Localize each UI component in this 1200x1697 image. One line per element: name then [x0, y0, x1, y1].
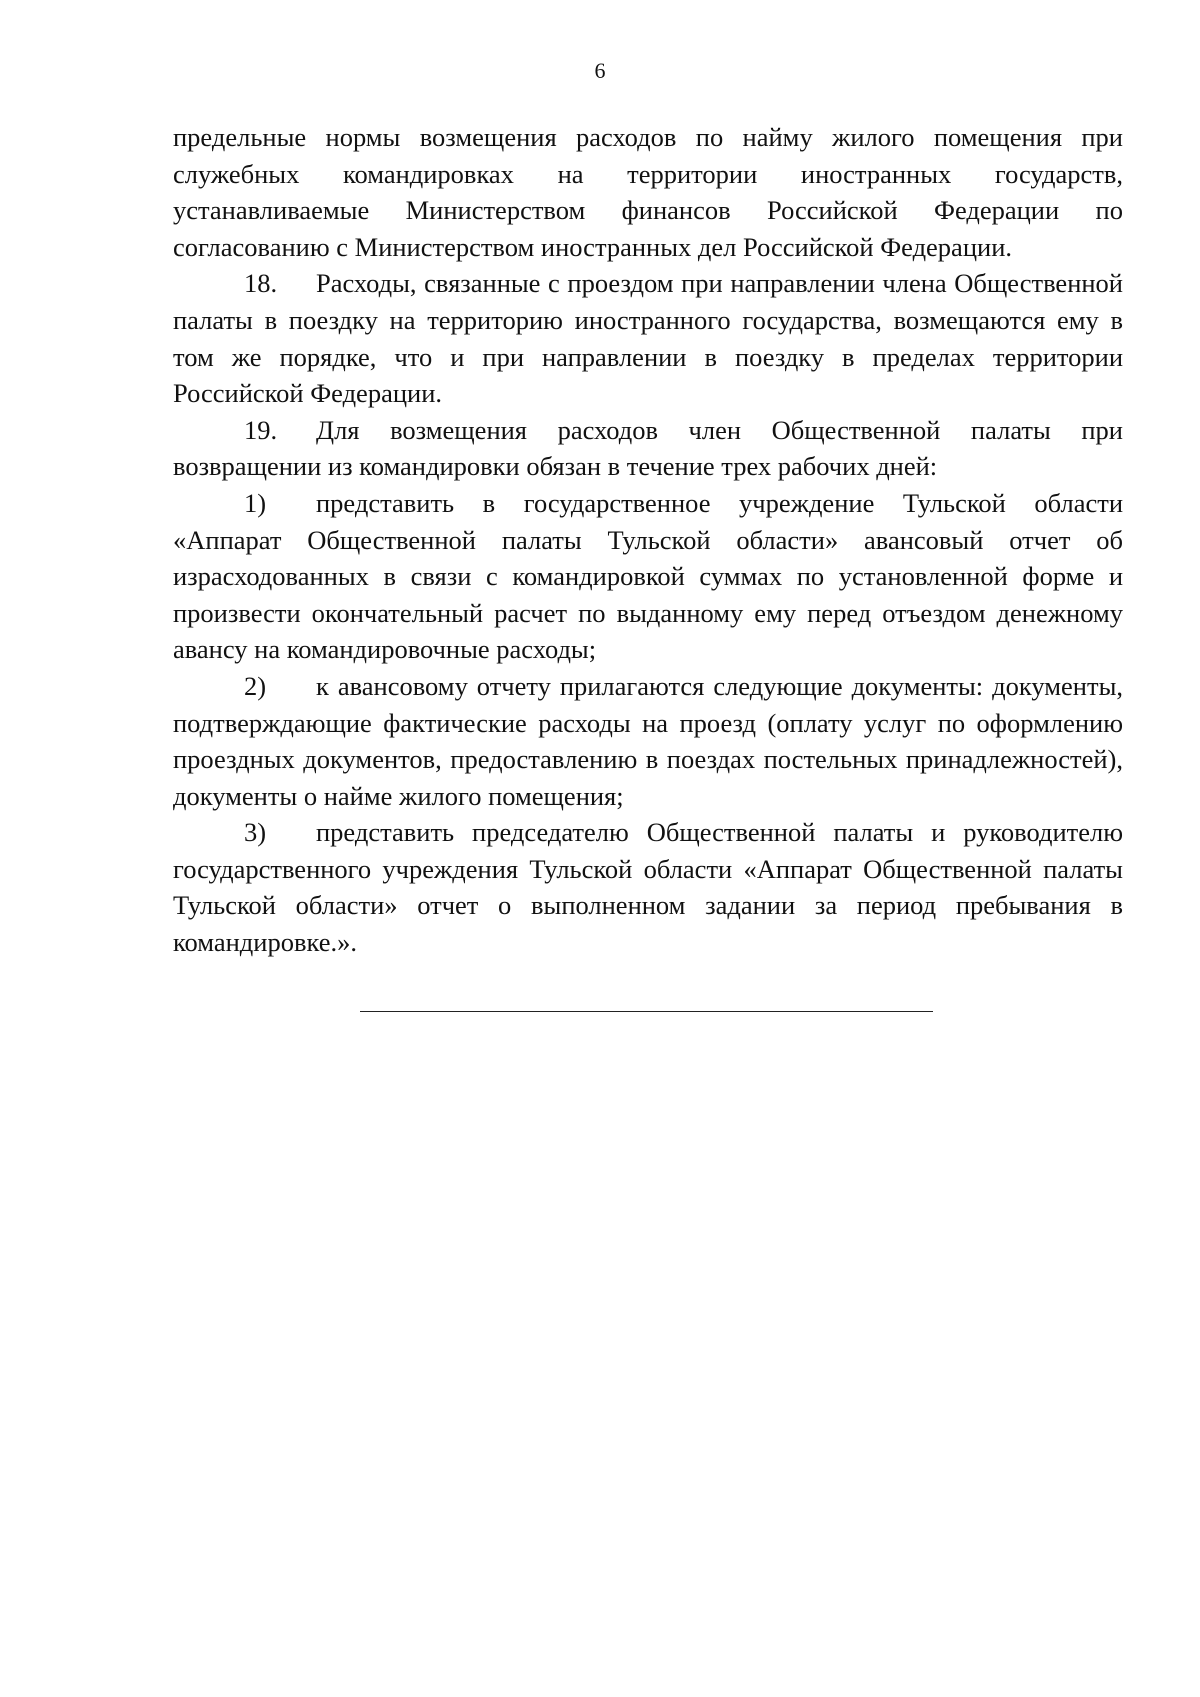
- paragraph-text: предельные нормы возмещения расходов по найму жилого помещения при служебных командировках на территории иностранных государств, устанавливаемые Министерством финансов Российской Федерации по согласованию с Министерством иностранных дел Российской Федерации.: [173, 122, 1123, 262]
- list-item-number: 2): [244, 670, 267, 701]
- paragraph-text: Для возмещения расходов член Общественной палаты при возвращении из командировки обязан в течение трех рабочих дней:: [173, 414, 1123, 482]
- list-item-1: [173, 485, 1123, 668]
- list-item-number: 1): [244, 487, 267, 518]
- list-item-text: к авансовому отчету прилагаются следующие документы: документы, подтверждающие фактические расходы на проезд (оплату услуг по оформлению проездных документов, предоставлению в поездах постельных принадлежностей), документы о найме жилого помещения;: [173, 670, 1123, 811]
- paragraph-19: [173, 412, 1123, 485]
- paragraph-number: 18.: [244, 268, 278, 299]
- paragraph-continuation: [173, 119, 1123, 265]
- list-item-text: представить председателю Общественной палаты и руководителю государственного учреждения Тульской области «Аппарат Общественной палаты Тульской области» отчет о выполненном задании за период пребывания в командировке.».: [173, 817, 1123, 958]
- list-item-text: представить в государственное учреждение Тульской области «Аппарат Общественной палаты Тульской области» авансовый отчет об израсходованных в связи с командировкой суммах по установленной форме и произвести окончательный расчет по выданному ему перед отъездом денежному авансу на командировочные расходы;: [173, 487, 1123, 665]
- document-body: [173, 119, 1123, 961]
- page-number: 6: [594, 58, 606, 83]
- list-item-3: [173, 814, 1123, 960]
- paragraph-number: 19.: [244, 414, 278, 445]
- end-separator-line: [360, 1011, 933, 1012]
- list-item-number: 3): [244, 817, 267, 848]
- paragraph-text: Расходы, связанные с проездом при направлении члена Общественной палаты в поездку на территорию иностранного государства, возмещаются ему в том же порядке, что и при направлении в поездку в пределах территории Российской Федерации.: [173, 268, 1123, 409]
- paragraph-18: [173, 265, 1123, 411]
- list-item-2: [173, 668, 1123, 814]
